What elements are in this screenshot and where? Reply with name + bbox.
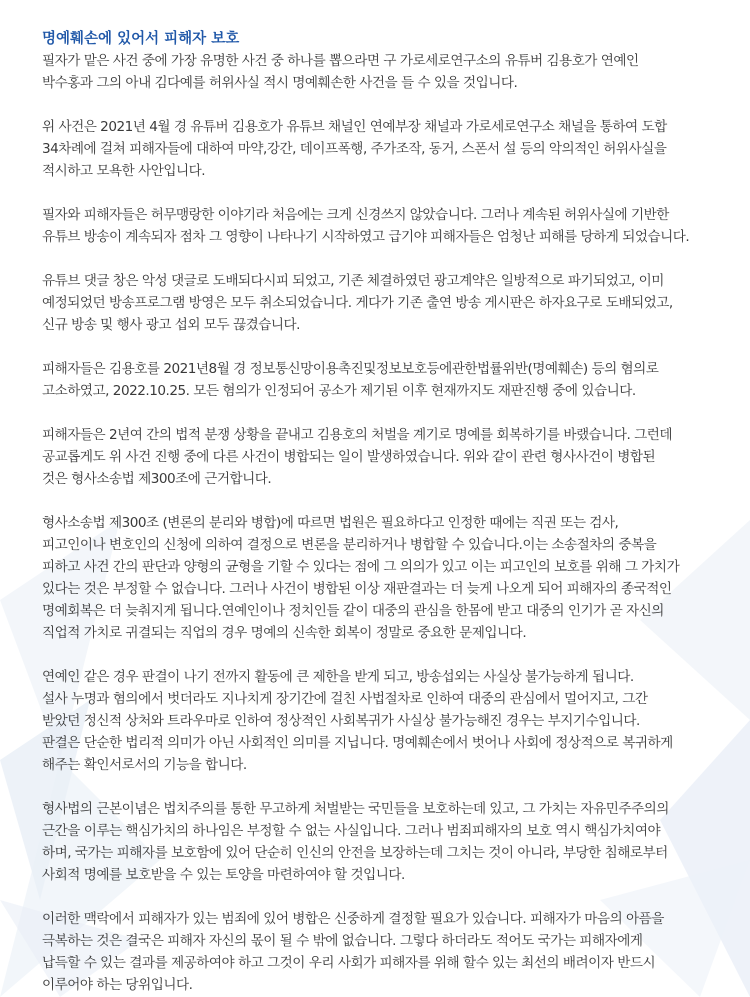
paragraph-line: 공교롭게도 위 사건 진행 중에 다른 사건이 병합되는 일이 발생하였습니다. 위와 같이 관련 형사사건이 병합된 (42, 449, 656, 465)
paragraph-line: 사회적 명예를 보호받을 수 있는 토양을 마련하여야 할 것입니다. (42, 867, 405, 883)
paragraph-line: 설사 누명과 혐의에서 벗더라도 지나치게 장기간에 걸친 사법절차로 인하여 대중의 관심에서 멀어지고, 그간 (42, 691, 648, 707)
paragraph-line: 직업적 가치로 귀결되는 직업의 경우 명예의 신속한 회복이 정말로 중요한 문제입니다. (42, 625, 527, 641)
paragraph-line: 피해자들은 2년여 간의 법적 분쟁 상황을 끝내고 김용호의 처벌을 계기로 명예를 회복하기를 바랬습니다. 그런데 (42, 427, 673, 443)
paragraph (42, 50, 710, 94)
document-title: 명예훼손에 있어서 피해자 보호 (42, 31, 240, 47)
paragraph-line: 유튜브 방송이 계속되자 점차 그 영향이 나타나기 시작하였고 급기야 피해자들은 엄청난 피해를 당하게 되었습니다. (42, 229, 690, 245)
paragraph (42, 424, 710, 490)
paragraph (42, 116, 710, 182)
paragraph-line: 하며, 국가는 피해자를 보호함에 있어 단순히 인신의 안전을 보장하는데 그치는 것이 아니라, 부당한 침해로부터 (42, 845, 668, 861)
paragraph-line: 적시하고 모욕한 사안입니다. (42, 163, 206, 179)
paragraph-line: 받았던 정신적 상처와 트라우마로 인하여 정상적인 사회복귀가 사실상 불가능해진 경우는 부지기수입니다. (42, 713, 640, 729)
paragraph-line: 예정되었던 방송프로그램 방영은 모두 취소되었습니다. 게다가 기존 출연 방송 게시판은 하자요구로 도배되었고, (42, 295, 673, 311)
paragraph-line: 신규 방송 및 행사 광고 섭외 모두 끊겼습니다. (42, 317, 300, 333)
paragraph-line: 피해자들은 김용호를 2021년8월 경 정보통신망이용촉진및정보보호등에관한법률위반(명예훼손) 등의 혐의로 (42, 361, 659, 377)
paragraph-line: 형사소송법 제300조 (변론의 분리와 병합)에 따르면 법원은 필요하다고 인정한 때에는 직권 또는 검사, (42, 515, 619, 531)
paragraph-line: 판결은 단순한 법리적 의미가 아닌 사회적인 의미를 지닙니다. 명예훼손에서 벗어나 사회에 정상적으로 복귀하게 (42, 735, 673, 751)
paragraph-line: 형사법의 근본이념은 법치주의를 통한 무고하게 처벌받는 국민들을 보호하는데 있고, 그 가치는 자유민주주의의 (42, 801, 669, 817)
paragraph (42, 512, 710, 644)
paragraph-line: 극복하는 것은 결국은 피해자 자신의 몫이 될 수 밖에 없습니다. 그렇다 하더라도 적어도 국가는 피해자에게 (42, 933, 643, 949)
paragraph-line: 것은 형사소송법 제300조에 근거합니다. (42, 471, 272, 487)
paragraph-line: 고소하였고, 2022.10.25. 모든 혐의가 인정되어 공소가 제기된 이후 현재까지도 재판진행 중에 있습니다. (42, 383, 636, 399)
paragraph-line: 있다는 것은 부정할 수 없습니다. 그러나 사건이 병합된 이상 재판결과는 더 늦게 나오게 되어 피해자의 종국적인 (42, 581, 672, 597)
paragraph-line: 근간을 이루는 핵심가치의 하나임은 부정할 수 없는 사실입니다. 그러나 범죄피해자의 보호 역시 핵심가치여야 (42, 823, 661, 839)
paragraph-line: 위 사건은 2021년 4월 경 유튜버 김용호가 유튜브 채널인 연예부장 채널과 가로세로연구소 채널을 통하여 도합 (42, 119, 667, 135)
paragraph-container (42, 50, 710, 996)
paragraph (42, 204, 710, 248)
paragraph (42, 908, 710, 996)
paragraph-line: 납득할 수 있는 결과를 제공하여야 하고 그것이 우리 사회가 피해자를 위해 할수 있는 최선의 배려이자 반드시 (42, 955, 656, 971)
paragraph-line: 박수홍과 그의 아내 김다예를 허위사실 적시 명예훼손한 사건을 들 수 있을 것입니다. (42, 75, 518, 91)
paragraph-line: 피하고 사건 간의 판단과 양형의 균형을 기할 수 있다는 점에 그 의의가 있고 이는 피고인의 보호를 위해 그 가치가 (42, 559, 680, 575)
paragraph (42, 798, 710, 886)
paragraph-line: 이루어야 하는 당위입니다. (42, 977, 193, 993)
paragraph-line: 피고인이나 변호인의 신청에 의하여 결정으로 변론을 분리하거나 병합할 수 있습니다.이는 소송절차의 중복을 (42, 537, 657, 553)
paragraph-line: 유튜브 댓글 창은 악성 댓글로 도배되다시피 되었고, 기존 체결하였던 광고계약은 일방적으로 파기되었고, 이미 (42, 273, 664, 289)
paragraph-line: 필자가 맡은 사건 중에 가장 유명한 사건 중 하나를 뽑으라면 구 가로세로연구소의 유튜버 김용호가 연예인 (42, 53, 639, 69)
paragraph (42, 358, 710, 402)
paragraph-line: 명예회복은 더 늦춰지게 됩니다.연예인이나 정치인들 같이 대중의 관심을 한몸에 받고 대중의 인기가 곧 자신의 (42, 603, 664, 619)
paragraph (42, 270, 710, 336)
paragraph-line: 34차례에 걸쳐 피해자들에 대하여 마약,강간, 데이프폭행, 주가조작, 동거, 스폰서 설 등의 악의적인 허위사실을 (42, 141, 667, 157)
paragraph-line: 해주는 확인서로서의 기능을 합니다. (42, 757, 247, 773)
paragraph-line: 필자와 피해자들은 허무맹랑한 이야기라 처음에는 크게 신경쓰지 않았습니다. 그러나 계속된 허위사실에 기반한 (42, 207, 669, 223)
paragraph-line: 연예인 같은 경우 판결이 나기 전까지 활동에 큰 제한을 받게 되고, 방송섭외는 사실상 불가능하게 됩니다. (42, 669, 634, 685)
paragraph-line: 이러한 맥락에서 피해자가 있는 범죄에 있어 병합은 신중하게 결정할 필요가 있습니다. 피해자가 마음의 아픔을 (42, 911, 664, 927)
paragraph (42, 666, 710, 776)
